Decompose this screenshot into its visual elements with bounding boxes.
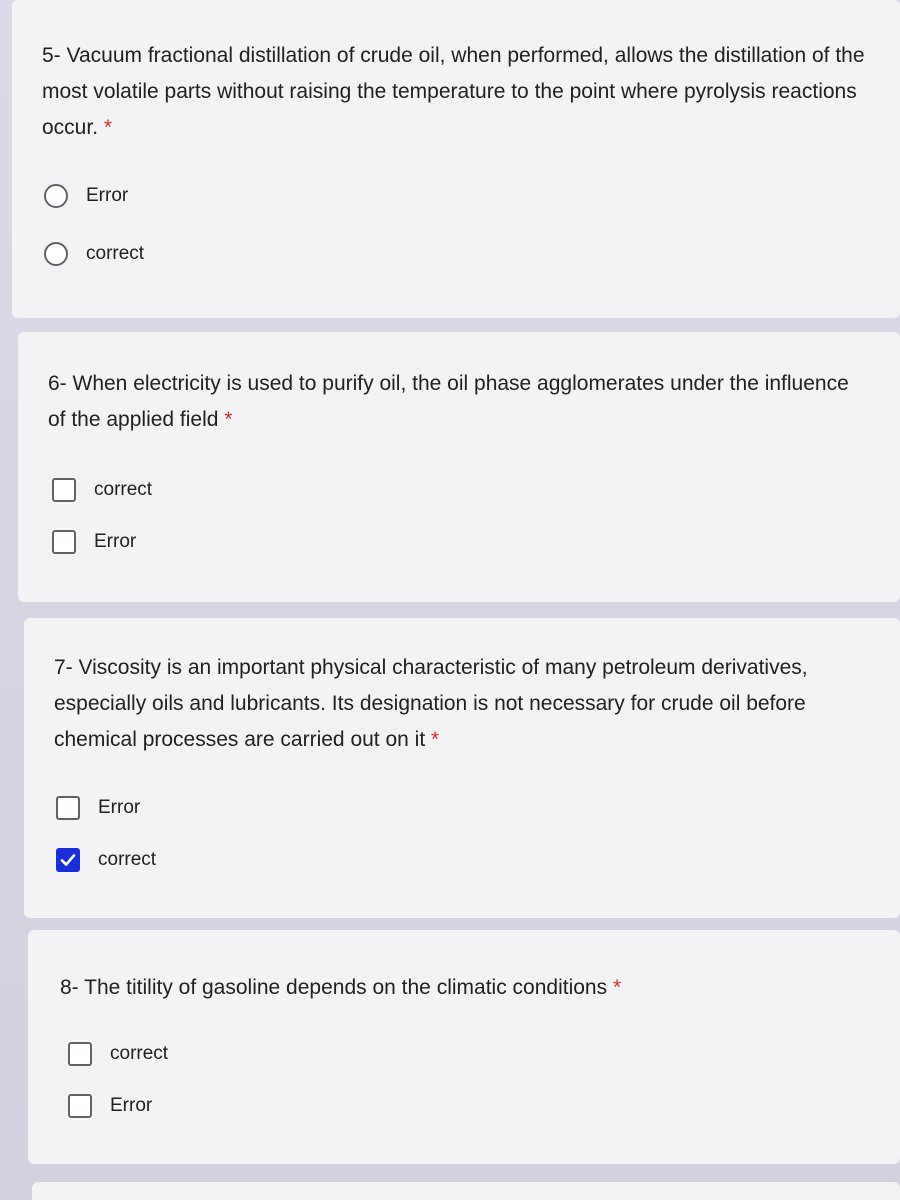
option-label: Error [86, 185, 129, 206]
option-error[interactable] [52, 530, 136, 554]
question-8-text [60, 970, 880, 1006]
option-error[interactable] [44, 184, 128, 208]
question-8-label: 8- The titility of gasoline depends on the climatic conditions [60, 976, 608, 999]
checkbox[interactable] [52, 530, 76, 554]
checkbox[interactable] [68, 1042, 92, 1066]
option-correct[interactable] [68, 1042, 168, 1066]
question-card-6 [18, 332, 900, 602]
option-label: correct [110, 1043, 169, 1064]
question-7-text [54, 650, 864, 758]
question-card-next [32, 1182, 900, 1200]
radio-button[interactable] [44, 184, 68, 208]
checkmark-icon [59, 851, 77, 869]
question-6-label: 6- When electricity is used to purify oil, the oil phase agglomerates under the influence of the applied field [48, 372, 849, 431]
question-5-text [42, 38, 892, 146]
option-label: correct [94, 479, 153, 500]
option-label: Error [98, 797, 141, 818]
option-correct[interactable] [52, 478, 152, 502]
question-card-8 [28, 930, 900, 1164]
option-correct[interactable] [44, 242, 144, 266]
required-asterisk: * [103, 116, 113, 139]
checkbox[interactable] [56, 796, 80, 820]
question-7-label: 7- Viscosity is an important physical characteristic of many petroleum derivatives, especially oils and lubricants. Its designation is not necessary for crude oil before chemical processes are carried out on it [54, 656, 808, 751]
option-label: Error [110, 1095, 153, 1116]
option-label: Error [94, 531, 137, 552]
option-correct[interactable] [56, 848, 156, 872]
option-error[interactable] [56, 796, 140, 820]
option-label: correct [98, 849, 157, 870]
required-asterisk: * [431, 728, 440, 751]
question-6-text [48, 366, 868, 438]
required-asterisk: * [612, 976, 622, 999]
radio-button[interactable] [44, 242, 68, 266]
checkbox[interactable] [68, 1094, 92, 1118]
checkbox[interactable] [52, 478, 76, 502]
option-label: correct [86, 243, 145, 264]
option-error[interactable] [68, 1094, 152, 1118]
required-asterisk: * [224, 408, 233, 431]
question-card-5 [12, 0, 900, 318]
question-5-label: 5- Vacuum fractional distillation of crude oil, when performed, allows the distillation of the most volatile parts without raising the temperature to the point where pyrolysis reactions occur. [42, 44, 865, 139]
question-card-7 [24, 618, 900, 918]
checkbox-checked[interactable] [56, 848, 80, 872]
